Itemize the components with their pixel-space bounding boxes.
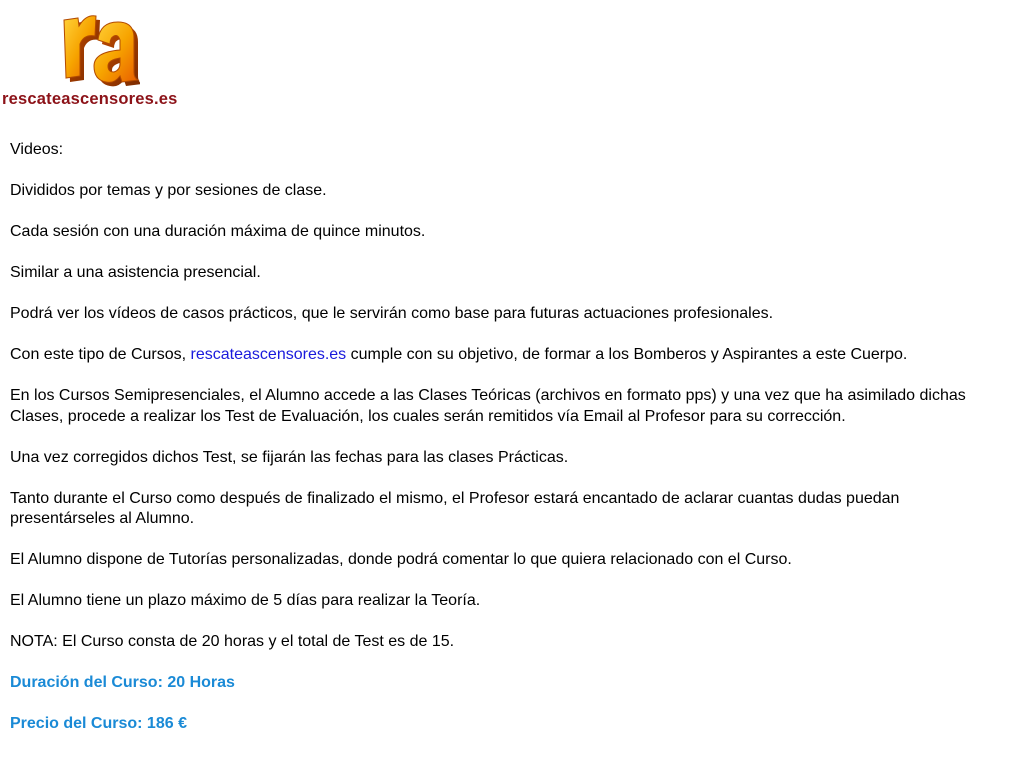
paragraph-practical-dates: Una vez corregidos dichos Test, se fijarán las fechas para las clases Prácticas. (10, 448, 569, 466)
videos-label: Videos: (10, 141, 64, 158)
site-link[interactable]: rescateascensores.es (190, 346, 347, 363)
logo-text: rescateascensores.es (2, 90, 178, 108)
paragraph-session-duration: Cada sesión con una duración máxima de quince minutos. (10, 223, 426, 240)
main-content (10, 140, 1000, 755)
paragraph-practical-videos: Podrá ver los vídeos de casos prácticos, que le servirán como base para futuras actuaciones profesionales. (10, 305, 774, 322)
paragraph-semipresencial: En los Cursos Semipresenciales, el Alumno accede a las Clases Teóricas (archivos en formato pps) y una vez que ha asimilado dichas Clases, procede a realizar los Test de Evaluación, los cuales serán remitidos vía Email al Profesor para su corrección. (10, 387, 966, 425)
paragraph-topics: Divididos por temas y por sesiones de clase. (10, 182, 327, 199)
paragraph-objective (10, 345, 1000, 366)
site-logo[interactable] (0, 0, 212, 112)
objective-text-after: cumple con su objetivo, de formar a los Bomberos y Aspirantes a este Cuerpo. (346, 346, 908, 363)
paragraph-presencial: Similar a una asistencia presencial. (10, 264, 261, 281)
paragraph-tutorials: El Alumno dispone de Tutorías personalizadas, donde podrá comentar lo que quiera relacionado con el Curso. (10, 551, 792, 568)
course-price: Precio del Curso: 186 € (10, 715, 187, 732)
objective-text-before: Con este tipo de Cursos, (10, 346, 191, 363)
course-duration: Duración del Curso: 20 Horas (10, 674, 235, 691)
paragraph-theory-deadline: El Alumno tiene un plazo máximo de 5 días para realizar la Teoría. (10, 592, 481, 609)
ra-logo-icon (58, 0, 140, 88)
paragraph-note: NOTA: El Curso consta de 20 horas y el total de Test es de 15. (10, 633, 455, 650)
paragraph-professor-doubts: Tanto durante el Curso como después de finalizado el mismo, el Profesor estará encantado de aclarar cuantas dudas puedan presentárseles al Alumno. (10, 489, 900, 527)
